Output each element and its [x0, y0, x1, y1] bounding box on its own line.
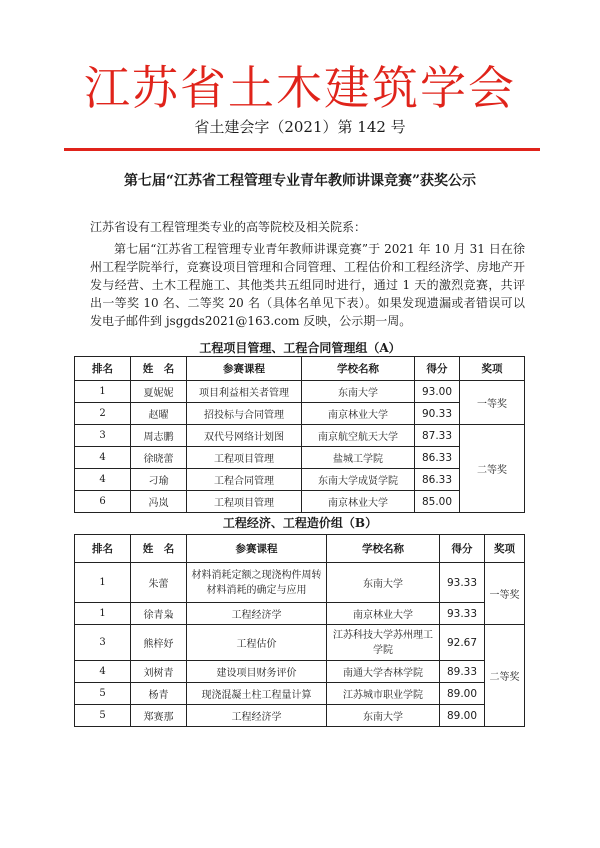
course-cell: 工程经济学 — [187, 603, 327, 625]
course-cell: 双代号网络计划图 — [187, 425, 302, 447]
table-row — [75, 563, 525, 603]
rank-cell: 3 — [75, 425, 131, 447]
school-cell: 江苏科技大学苏州理工学院 — [327, 625, 440, 661]
name-header: 姓 名 — [131, 357, 187, 381]
rank-cell: 5 — [75, 683, 131, 705]
score-cell: 93.00 — [415, 381, 460, 403]
award-header: 奖项 — [485, 535, 525, 563]
score-cell: 92.67 — [440, 625, 485, 661]
school-cell: 南通大学杏林学院 — [327, 661, 440, 683]
school-cell: 东南大学 — [302, 381, 415, 403]
org-title: 江苏省土木建筑学会 — [84, 61, 516, 115]
score-cell: 89.33 — [440, 661, 485, 683]
name-cell: 刘树青 — [131, 661, 187, 683]
school-header: 学校名称 — [327, 535, 440, 563]
name-cell: 徐晓蕾 — [131, 447, 187, 469]
table-row — [75, 661, 525, 683]
rank-cell: 2 — [75, 403, 131, 425]
name-cell: 赵曜 — [131, 403, 187, 425]
rank-cell: 6 — [75, 491, 131, 513]
table-row — [75, 447, 525, 469]
course-cell: 工程经济学 — [187, 705, 327, 727]
score-cell: 90.33 — [415, 403, 460, 425]
score-cell: 87.33 — [415, 425, 460, 447]
recipient-line: 江苏省设有工程管理类专业的高等院校及相关院系： — [90, 220, 367, 234]
table-header-row — [75, 357, 525, 381]
course-cell: 工程项目管理 — [187, 447, 302, 469]
rank-cell: 4 — [75, 469, 131, 491]
school-cell: 南京林业大学 — [327, 603, 440, 625]
name-cell: 杨青 — [131, 683, 187, 705]
score-cell: 86.33 — [415, 469, 460, 491]
school-cell: 东南大学 — [327, 705, 440, 727]
course-cell: 材料消耗定额之现浇构件周转材料消耗的确定与应用 — [187, 563, 327, 603]
course-cell: 工程项目管理 — [187, 491, 302, 513]
course-cell: 项目利益相关者管理 — [187, 381, 302, 403]
rank-cell: 5 — [75, 705, 131, 727]
notice-body: 第七届“江苏省工程管理专业青年教师讲课竞赛”于 2021 年 10 月 31 日在徐州工程学院举行，竞赛设项目管理和合同管理、工程估价和工程经济学、房地产开发与经营、土木工程施工、其他类共五组同时进行，通过 1 天的激烈竞赛，共评出一等奖 10 名、二等奖 20 名（具体名单见下表）。如果发现遗漏或者错误可以发电子邮件到 jsggds2021@163.com 反映，公示期一周。 — [90, 242, 525, 328]
rank-cell: 3 — [75, 625, 131, 661]
table-row — [75, 683, 525, 705]
group-a-table — [74, 356, 525, 513]
table-row — [75, 425, 525, 447]
name-cell: 夏妮妮 — [131, 381, 187, 403]
course-cell: 建设项目财务评价 — [187, 661, 327, 683]
table-row — [75, 603, 525, 625]
score-cell: 86.33 — [415, 447, 460, 469]
notice-title: 第七届“江苏省工程管理专业青年教师讲课竞赛”获奖公示 — [123, 173, 477, 189]
group-b-table — [74, 534, 525, 727]
school-cell: 东南大学成贤学院 — [302, 469, 415, 491]
score-cell: 85.00 — [415, 491, 460, 513]
name-cell: 徐青枭 — [131, 603, 187, 625]
table-row — [75, 403, 525, 425]
school-header: 学校名称 — [302, 357, 415, 381]
rank-cell: 4 — [75, 447, 131, 469]
score-cell: 89.00 — [440, 705, 485, 727]
course-cell: 工程合同管理 — [187, 469, 302, 491]
rank-cell: 4 — [75, 661, 131, 683]
name-header: 姓 名 — [131, 535, 187, 563]
award-cell: 一等奖 — [485, 563, 525, 625]
score-header: 得分 — [415, 357, 460, 381]
school-cell: 盐城工学院 — [302, 447, 415, 469]
rank-cell: 1 — [75, 563, 131, 603]
school-cell: 南京林业大学 — [302, 403, 415, 425]
course-header: 参赛课程 — [187, 535, 327, 563]
course-cell: 工程估价 — [187, 625, 327, 661]
school-cell: 南京林业大学 — [302, 491, 415, 513]
course-cell: 现浇混凝土柱工程量计算 — [187, 683, 327, 705]
award-header: 奖项 — [460, 357, 525, 381]
table-header-row — [75, 535, 525, 563]
name-cell: 熊梓妤 — [131, 625, 187, 661]
name-cell: 冯岚 — [131, 491, 187, 513]
group-a-caption: 工程项目管理、工程合同管理组（A） — [199, 341, 401, 355]
school-cell: 江苏城市职业学院 — [327, 683, 440, 705]
award-cell: 二等奖 — [460, 425, 525, 513]
group-b-caption: 工程经济、工程造价组（B） — [222, 516, 378, 530]
award-cell: 一等奖 — [460, 381, 525, 425]
course-cell: 招投标与合同管理 — [187, 403, 302, 425]
name-cell: 朱蕾 — [131, 563, 187, 603]
score-cell: 93.33 — [440, 603, 485, 625]
award-cell: 二等奖 — [485, 625, 525, 727]
rank-header: 排名 — [75, 535, 131, 563]
score-header: 得分 — [440, 535, 485, 563]
name-cell: 郑赛那 — [131, 705, 187, 727]
course-header: 参赛课程 — [187, 357, 302, 381]
table-row — [75, 381, 525, 403]
table-row — [75, 469, 525, 491]
red-divider — [64, 148, 540, 151]
rank-cell: 1 — [75, 603, 131, 625]
rank-cell: 1 — [75, 381, 131, 403]
table-row — [75, 705, 525, 727]
document-number: 省土建会字（2021）第 142 号 — [194, 118, 406, 136]
school-cell: 南京航空航天大学 — [302, 425, 415, 447]
score-cell: 89.00 — [440, 683, 485, 705]
school-cell: 东南大学 — [327, 563, 440, 603]
table-row — [75, 491, 525, 513]
name-cell: 周志鹏 — [131, 425, 187, 447]
table-row — [75, 625, 525, 661]
rank-header: 排名 — [75, 357, 131, 381]
name-cell: 刁瑜 — [131, 469, 187, 491]
score-cell: 93.33 — [440, 563, 485, 603]
